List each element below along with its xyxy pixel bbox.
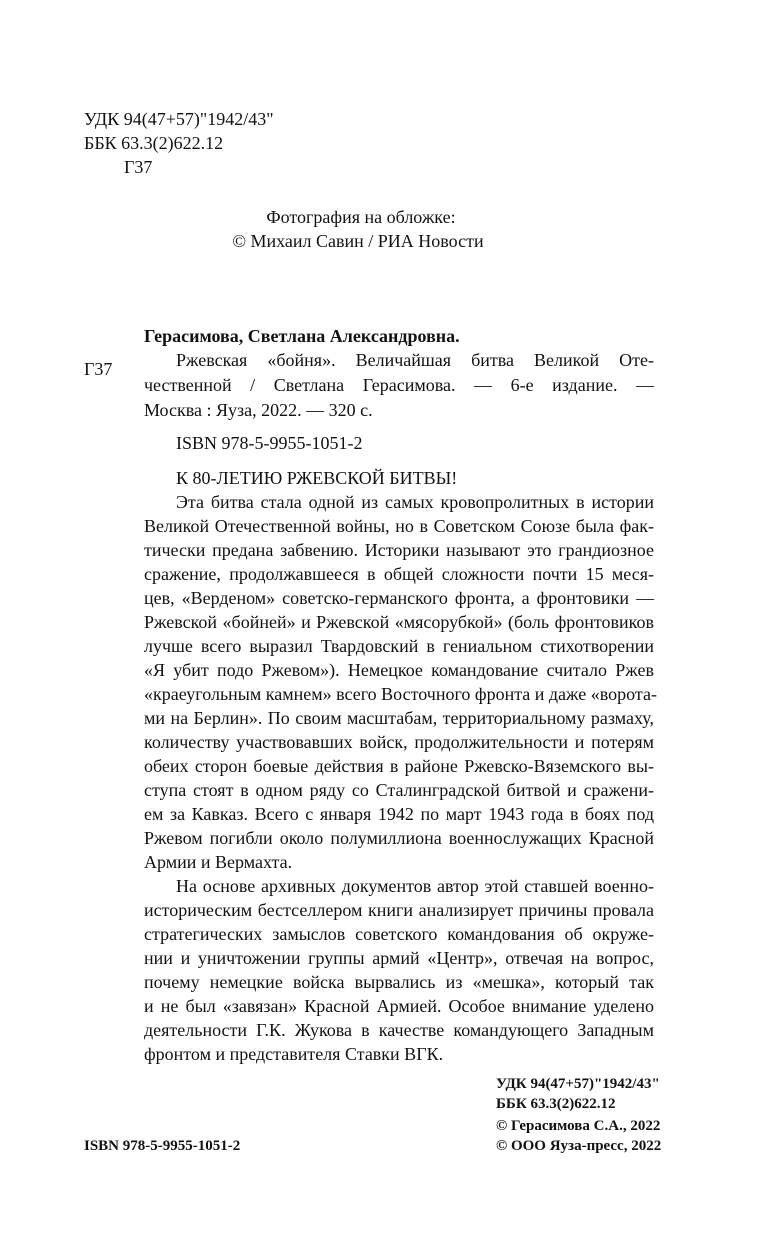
paragraph-line: На основе архивных документов автор этой ставшей военно- [176,876,654,896]
book-author: Герасимова, Светлана Александровна. [144,326,460,346]
description-line: Москва : Яуза, 2022. — 320 с. [144,400,373,420]
isbn-line: ISBN 978-5-9955-1051-2 [176,433,363,453]
annotation-heading: К 80-ЛЕТИЮ РЖЕВСКОЙ БИТВЫ! [176,468,458,488]
paragraph-line: нии и уничтожении группы армий «Центр», отвечая на вопрос, [144,948,654,968]
paragraph-line: фронтом и представителя Ставки ВГК. [144,1044,444,1064]
footer-bbk-code: ББК 63.3(2)622.12 [496,1096,616,1112]
paragraph-line: Ржевской «бойней» и Ржевской «мясорубкой» (боль фронтовиков [144,612,654,632]
description-line: Ржевская «бойня». Величайшая битва Великой Оте- [176,350,654,370]
copyright-publisher: © ООО Яуза-пресс, 2022 [496,1138,662,1154]
paragraph-line: деятельности Г.К. Жукова в качестве командующего Западным [144,1020,654,1040]
cover-photo-credit: © Михаил Савин / РИА Новости [232,231,484,251]
paragraph-line: ми на Берлин». По своим масштабам, территориальному размаху, [144,708,654,728]
cover-photo-label: Фотография на обложке: [266,207,456,227]
paragraph-line: Ржевом погибли около полумиллиона военнослужащих Красной [144,828,654,848]
paragraph-line: цев, «Верденом» советско-германского фронта, а фронтовики — [144,588,654,608]
paragraph-line: лучше всего выразил Твардовский в гениальном стихотворении [144,636,654,656]
paragraph-line: ступа стоят в одном ряду со Сталинградской битвой и сражени- [144,780,654,800]
udk-code: УДК 94(47+57)"1942/43" [84,109,274,129]
paragraph-line: сражение, продолжавшееся в общей сложности почти 15 меся- [144,564,654,584]
paragraph-line: «Я убит подо Ржевом»). Немецкое командование считало Ржев [144,660,654,680]
author-mark: Г37 [124,157,153,177]
paragraph-line: Армии и Вермахта. [144,852,293,872]
footer-udk-code: УДК 94(47+57)"1942/43" [496,1076,660,1092]
description-line: чественной / Светлана Герасимова. — 6-е издание. — [144,375,654,395]
copyright-author: © Герасимова С.А., 2022 [496,1118,661,1134]
paragraph-line: и не был «завязан» Красной Армией. Особое внимание уделено [144,996,654,1016]
paragraph-line: историческим бестселлером книги анализирует причины провала [144,900,654,920]
paragraph-line: Великой Отечественной войны, но в Советском Союзе была фак- [144,516,654,536]
paragraph-line: ем за Кавказ. Всего с января 1942 по март 1943 года в боях под [144,804,654,824]
bbk-code: ББК 63.3(2)622.12 [84,133,224,153]
paragraph-line: Эта битва стала одной из самых кровопролитных в истории [176,492,654,512]
bibliographic-mark: Г37 [84,359,113,379]
footer-isbn: ISBN 978-5-9955-1051-2 [84,1138,241,1154]
paragraph-line: «краеугольным камнем» всего Восточного фронта и даже «ворота- [144,684,657,704]
paragraph-line: обеих сторон боевые действия в районе Ржевско-Вяземского вы- [144,756,654,776]
paragraph-line: стратегических замыслов советского командования об окруже- [144,924,654,944]
paragraph-line: почему немецкие войска вырвались из «мешка», который так [144,972,654,992]
paragraph-line: количеству участвовавших войск, продолжительности и потерям [144,732,654,752]
paragraph-line: тически предана забвению. Историки называют это грандиозное [144,540,654,560]
